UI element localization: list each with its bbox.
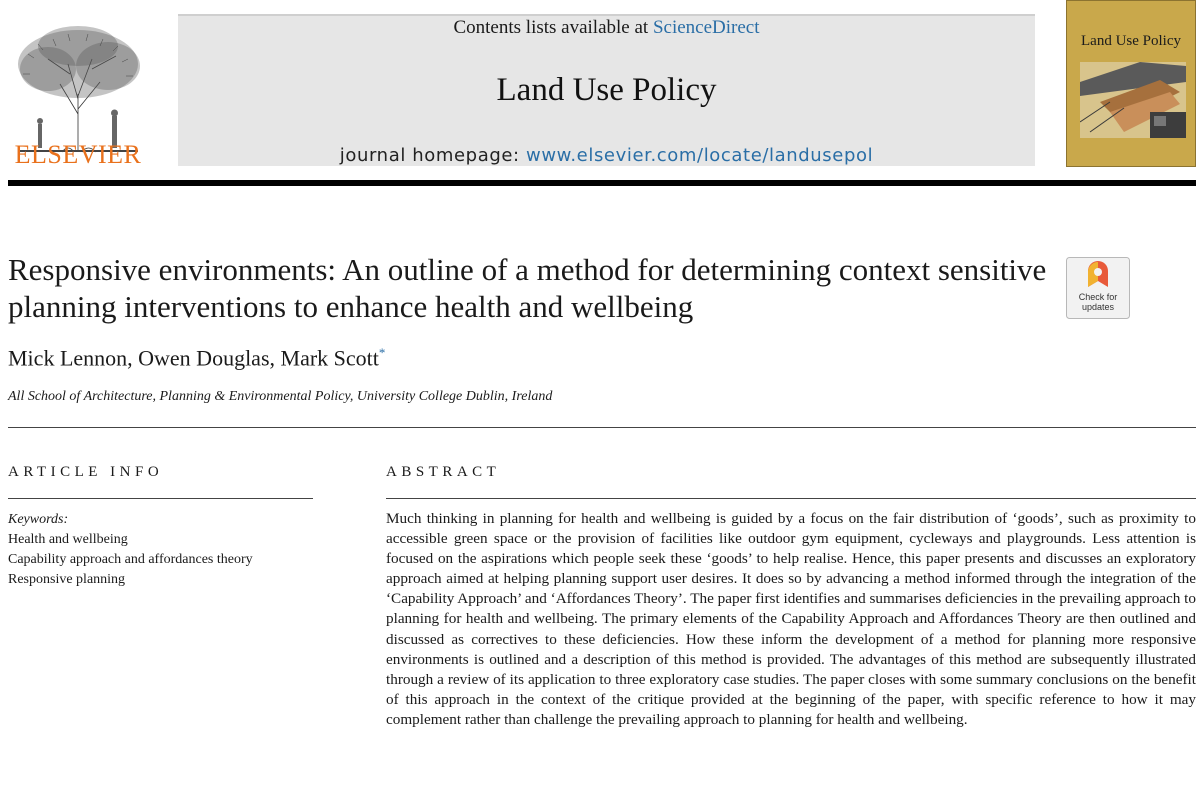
journal-title: Land Use Policy: [496, 72, 717, 108]
contents-line: [178, 17, 1035, 39]
affiliation: All School of Architecture, Planning & Environmental Policy, University College Dublin, Ireland: [8, 389, 553, 404]
keywords-list: [8, 530, 253, 590]
abstract-rule: [386, 498, 1196, 499]
author-list: [8, 345, 385, 371]
abstract-heading: ABSTRACT: [386, 464, 501, 480]
keyword-item: Health and wellbeing: [8, 532, 128, 547]
corresponding-author-mark[interactable]: *: [378, 345, 386, 360]
article-info-rule: [8, 498, 313, 499]
sciencedirect-link[interactable]: ScienceDirect: [652, 17, 760, 38]
article-title: Responsive environments: An outline of a method for determining context sensitive planning interventions to enhance health and wellbeing: [8, 252, 1047, 324]
check-for-updates-badge[interactable]: [1066, 257, 1130, 319]
keyword-item: Responsive planning: [8, 572, 126, 587]
banner-top-rule: [178, 14, 1035, 16]
cover-image: [1080, 62, 1186, 138]
crossmark-line1: Check for: [1078, 292, 1118, 302]
authors-text: Mick Lennon, Owen Douglas, Mark Scott: [8, 345, 379, 371]
crossmark-line2: updates: [1081, 302, 1115, 312]
cover-title: Land Use Policy: [1081, 33, 1181, 49]
header-rule: [8, 180, 1196, 186]
abstract-text: Much thinking in planning for health and wellbeing is guided by a focus on the fair distribution of ‘goods’, such as proximity to accessible green space or the provision of facilities like outdoor gym equipment, cycleways and playgrounds. Less attention is focused on the aspirations which people seek these ‘goods’ to help realise. Hence, this paper presents and discusses an exploratory approach aimed at helping planning support user desires. It does so by advancing a method informed through the integration of the ‘Capability Approach’ and ‘Affordances Theory’. The paper first identifies and summarises deficiencies in the prevailing approach to planning for health and wellbeing. The primary elements of the Capability Approach and Affordances Theory are then outlined and discussed as correctives to these deficiencies. How these inform the development of a method for planning more responsive environments is outlined and a description of this method is provided. The advantages of this method are subsequently illustrated through a review of its application to three exploratory case studies. The paper closes with some summary conclusions on the benefit of this approach in the context of the critique provided at the beginning of the paper, with specific reference to how it may complement rather than challenge the prevailing approach to planning for health and wellbeing.: [386, 510, 1196, 728]
homepage-line: [178, 145, 1035, 166]
homepage-link[interactable]: www.elsevier.com/locate/landusepol: [526, 145, 874, 166]
keyword-item: Capability approach and affordances theory: [8, 552, 253, 567]
keywords-label: Keywords:: [8, 512, 69, 527]
affiliation-rule: [8, 427, 1196, 428]
publisher-name: ELSEVIER: [14, 140, 142, 169]
article-info-heading: ARTICLE INFO: [8, 464, 164, 480]
contents-prefix: Contents lists available at: [453, 17, 653, 38]
homepage-prefix: journal homepage:: [339, 145, 527, 166]
